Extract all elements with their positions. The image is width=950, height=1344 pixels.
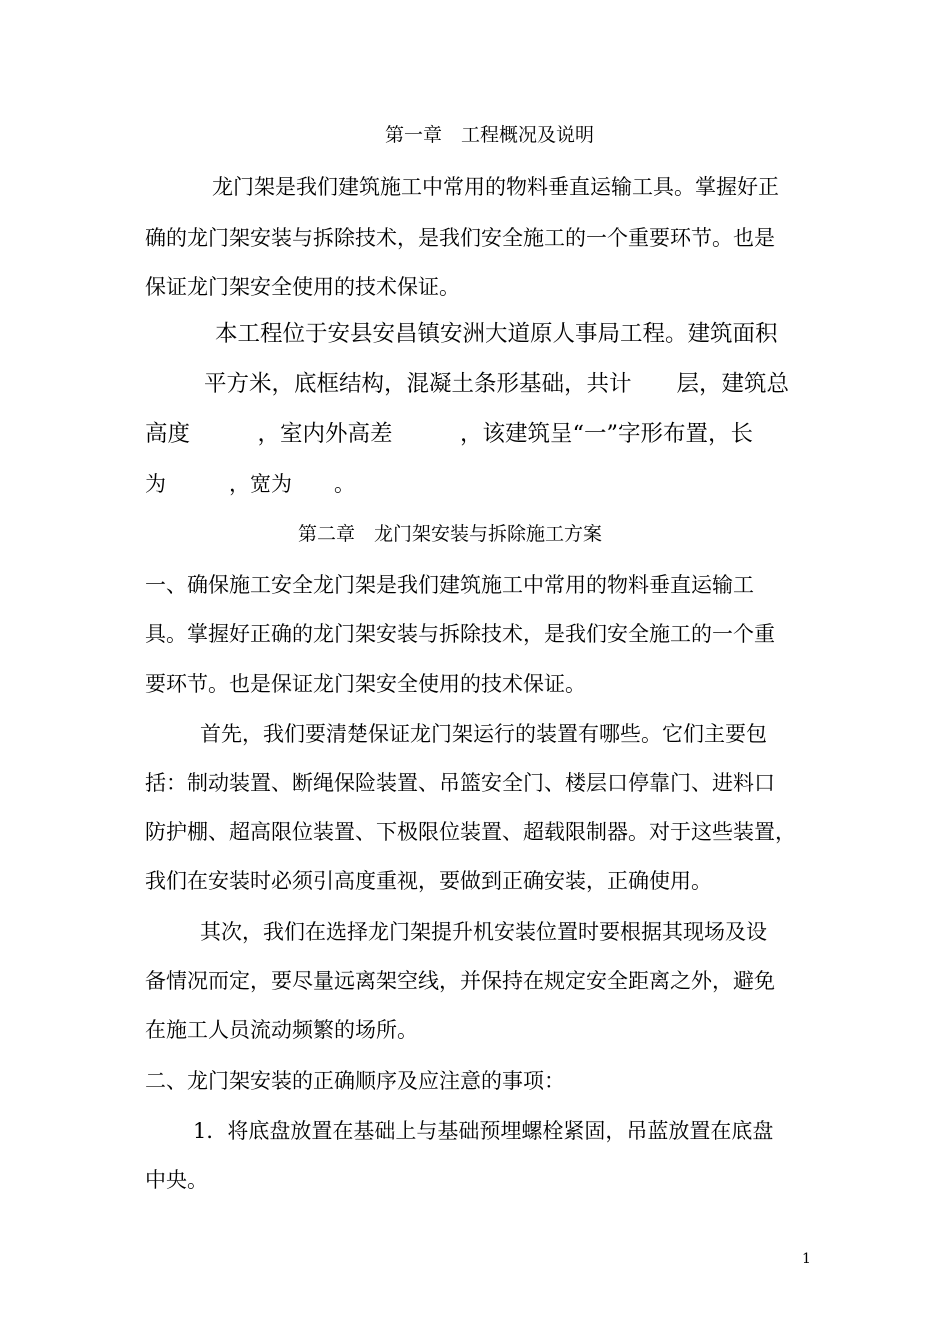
- paragraph-line: 为 ，宽为 。: [145, 472, 355, 496]
- paragraph-line: 平方米，底框结构，混凝土条形基础，共计 层，建筑总: [204, 371, 790, 397]
- paragraph-line: 高度 ，室内外高差 ，该建筑呈“一”字形布置，长: [145, 421, 754, 447]
- paragraph-line: 具。掌握好正确的龙门架安装与拆除技术，是我们安全施工的一个重: [145, 622, 775, 646]
- section2-heading: 二、龙门架安装的正确顺序及应注意的事项：: [145, 1069, 565, 1093]
- chapter1-title: 第一章 工程概况及说明: [385, 124, 595, 146]
- paragraph-line: 在施工人员流动频繁的场所。: [145, 1018, 418, 1042]
- paragraph-line: 要环节。也是保证龙门架安全使用的技术保证。: [145, 672, 586, 696]
- paragraph-line: 一、确保施工安全龙门架是我们建筑施工中常用的物料垂直运输工: [145, 573, 754, 597]
- paragraph-line: 我们在安装时必须引高度重视，要做到正确安装，正确使用。: [145, 869, 712, 893]
- paragraph-line: 本工程位于安县安昌镇安洲大道原人事局工程。建筑面积: [215, 321, 778, 347]
- page-number: 1: [802, 1251, 811, 1267]
- paragraph-line: 保证龙门架安全使用的技术保证。: [145, 275, 460, 299]
- paragraph-line: 防护棚、超高限位装置、下极限位装置、超载限制器。对于这些装置，: [145, 820, 796, 844]
- paragraph-line: 首先，我们要清楚保证龙门架运行的装置有哪些。它们主要包: [200, 722, 767, 746]
- chapter2-title: 第二章 龙门架安装与拆除施工方案: [298, 523, 603, 545]
- paragraph-line: 其次，我们在选择龙门架提升机安装位置时要根据其现场及设: [200, 920, 767, 944]
- paragraph-line: 1．将底盘放置在基础上与基础预埋螺栓紧固，吊蓝放置在底盘: [193, 1119, 774, 1143]
- paragraph-line: 龙门架是我们建筑施工中常用的物料垂直运输工具。掌握好正: [212, 175, 779, 199]
- paragraph-line: 中央。: [145, 1168, 208, 1192]
- paragraph-line: 括：制动装置、断绳保险装置、吊篮安全门、楼层口停靠门、进料口: [145, 771, 775, 795]
- paragraph-line: 备情况而定，要尽量远离架空线，并保持在规定安全距离之外，避免: [145, 969, 775, 993]
- paragraph-line: 确的龙门架安装与拆除技术，是我们安全施工的一个重要环节。也是: [145, 226, 775, 250]
